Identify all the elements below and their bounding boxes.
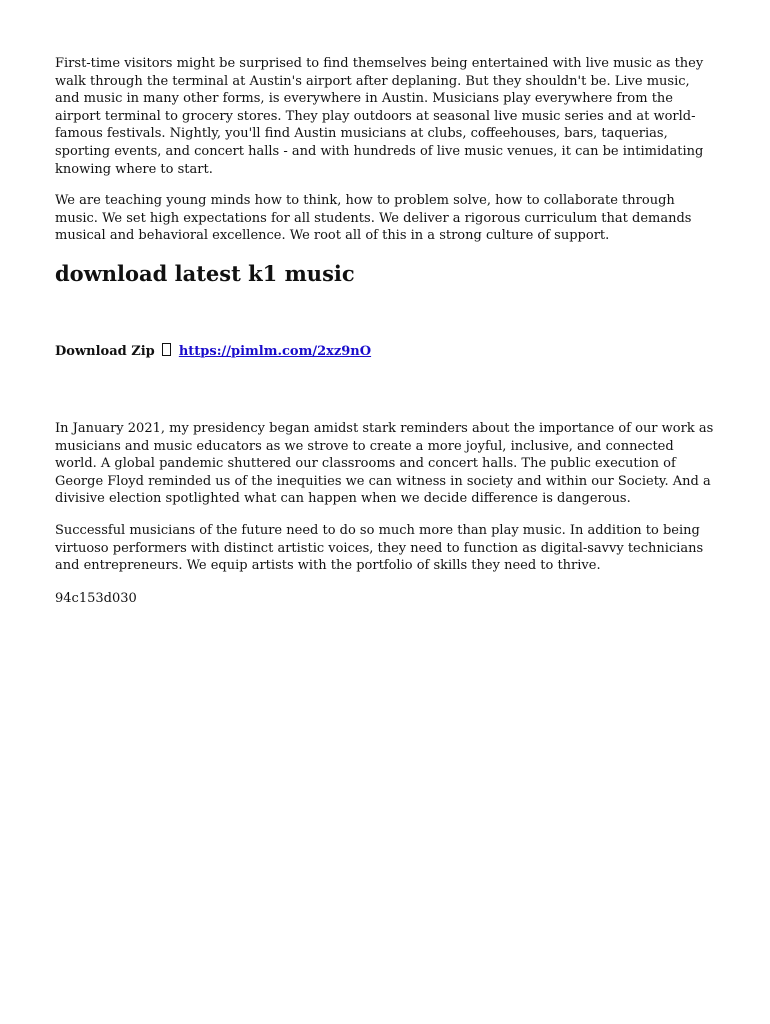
download-line	[55, 343, 717, 361]
document-page	[55, 55, 717, 607]
paragraph-austin-music: First-time visitors might be surprised to find themselves being entertained with live music as they walk through the terminal at Austin's airport after deplaning. But they shouldn't be. Live music, and music in many other forms, is everywhere in Austin. Musicians play everywhere from the airport terminal to grocery stores. They play outdoors at seasonal live music series and at world-famous festivals. Nightly, you'll find Austin musicians at clubs, coffeehouses, bars, taquerias, sporting events, and concert halls - and with hundreds of live music venues, it can be intimidating knowing where to start.	[55, 56, 704, 177]
code-string: 94c153d030	[55, 590, 137, 606]
box-glyph-icon	[162, 343, 171, 356]
page-heading: download latest k1 music	[55, 260, 355, 286]
paragraph-musicians-future: Successful musicians of the future need to do so much more than play music. In addition to being virtuoso performers with distinct artistic voices, they need to function as digital-savvy technicians and entrepreneurs. We equip artists with the portfolio of skills they need to thrive.	[55, 522, 704, 574]
paragraph-presidency: In January 2021, my presidency began amidst stark reminders about the importance of our work as musicians and music educators as we strove to create a more joyful, inclusive, and connected world. A global pandemic shuttered our classrooms and concert halls. The public execution of George Floyd reminded us of the inequities we can witness in society and within our Society. And a divisive election spotlighted what can happen when we decide difference is dangerous.	[55, 420, 714, 507]
download-link[interactable]: https://pimlm.com/2xz9nO	[178, 343, 372, 359]
download-label: Download Zip	[55, 343, 155, 359]
paragraph-teaching: We are teaching young minds how to think, how to problem solve, how to collaborate through music. We set high expectations for all students. We deliver a rigorous curriculum that demands musical and behavioral excellence. We root all of this in a strong culture of support.	[55, 193, 692, 244]
